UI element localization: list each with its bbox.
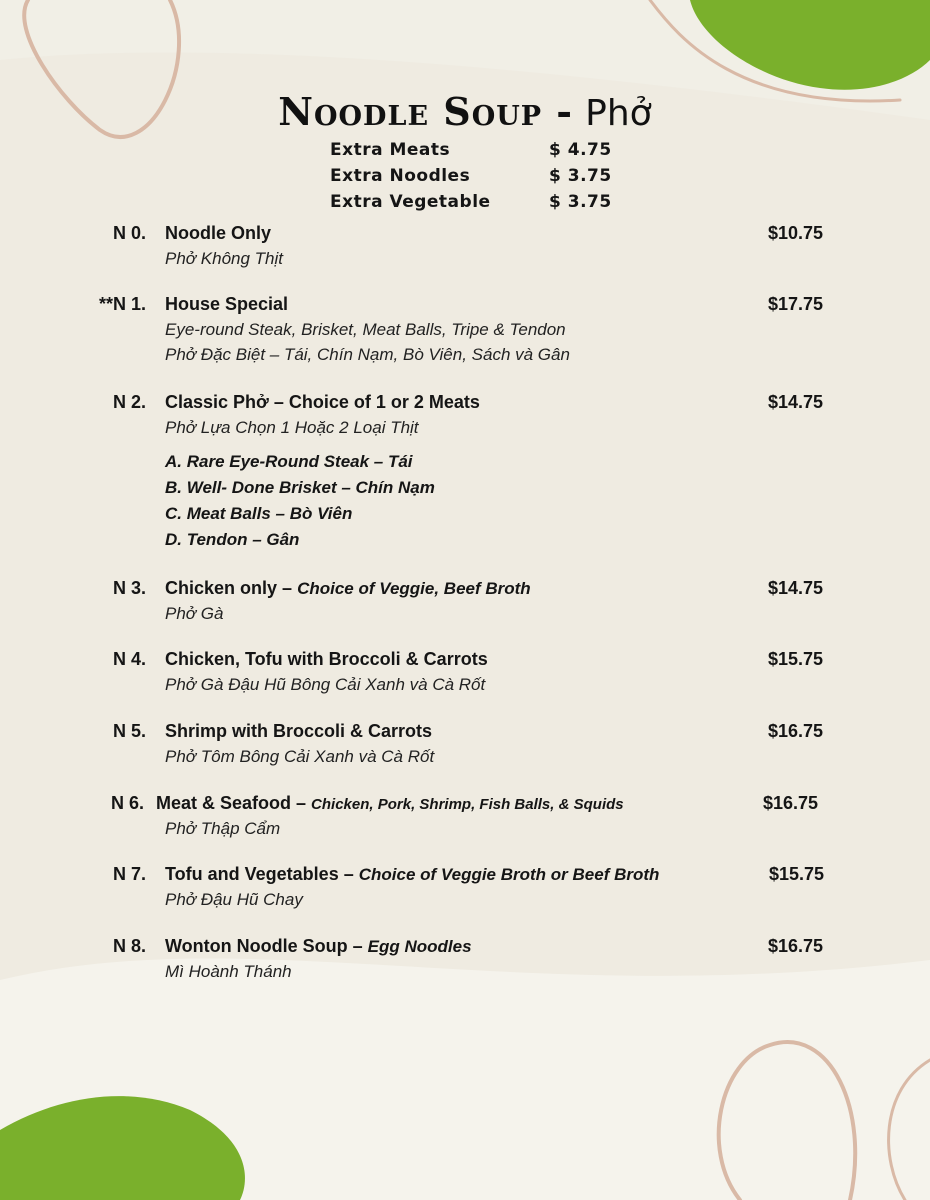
item-name (165, 934, 472, 959)
item-name-text: Chicken only – (165, 578, 293, 598)
extra-row (330, 138, 630, 164)
item-vietnamese-name: Phở Gà Đậu Hũ Bông Cải Xanh và Cà Rốt (165, 675, 486, 694)
item-name-text: Tofu and Vegetables – (165, 864, 354, 884)
item-vietnamese-name: Phở Thập Cẩm (165, 819, 281, 838)
meat-choice: D. Tendon – Gân (165, 530, 300, 549)
extra-name: Extra Noodles (330, 166, 471, 186)
item-vietnamese-name: Phở Gà (165, 604, 224, 623)
title-pho: Phở (585, 93, 652, 134)
meat-choice: A. Rare Eye-Round Steak – Tái (165, 452, 413, 471)
item-description: Eye-round Steak, Brisket, Meat Balls, Tripe & Tendon (165, 320, 566, 339)
item-code: N 4. (112, 649, 146, 669)
meat-choices-list (165, 450, 435, 554)
item-price: $16.75 (763, 793, 819, 813)
item-name-text: Meat & Seafood – (156, 793, 307, 813)
extra-name: Extra Meats (330, 140, 451, 160)
item-note: Choice of Veggie, Beef Broth (297, 579, 531, 598)
item-vietnamese-name: Phở Đặc Biệt – Tái, Chín Nạm, Bò Viên, Sách và Gân (165, 345, 570, 364)
item-code: N 3. (112, 578, 146, 598)
item-price: $15.75 (768, 649, 824, 669)
item-name (165, 221, 271, 245)
extra-row (330, 190, 630, 216)
extra-row (330, 164, 630, 190)
item-price: $16.75 (768, 936, 824, 956)
item-price: $16.75 (768, 721, 824, 741)
item-name-text: Wonton Noodle Soup – (165, 936, 363, 956)
item-name (165, 576, 531, 601)
item-name (165, 390, 480, 414)
page-title (0, 88, 930, 138)
item-name (156, 791, 624, 817)
item-code: N 5. (112, 721, 146, 741)
item-name-text: Chicken, Tofu with Broccoli & Carrots (165, 649, 488, 669)
item-price: $17.75 (768, 294, 824, 314)
item-price: $14.75 (768, 578, 824, 598)
extra-name: Extra Vegetable (330, 192, 491, 212)
item-code: N 0. (112, 223, 146, 243)
item-name-text: House Special (165, 294, 289, 314)
item-code: N 6. (110, 793, 144, 813)
item-vietnamese-name: Phở Không Thịt (165, 249, 284, 268)
extra-price: $ 3.75 (549, 192, 612, 212)
item-price: $14.75 (768, 392, 824, 412)
item-code: N 2. (112, 392, 146, 412)
extra-price: $ 4.75 (549, 140, 612, 160)
item-note: Egg Noodles (367, 937, 472, 956)
item-code: N 7. (112, 864, 146, 884)
item-name (165, 292, 288, 316)
item-vietnamese-name: Mì Hoành Thánh (165, 962, 292, 981)
item-name-text: Shrimp with Broccoli & Carrots (165, 721, 433, 741)
item-note: Chicken, Pork, Shrimp, Fish Balls, & Squids (311, 796, 624, 813)
item-name-text: Noodle Only (165, 223, 272, 243)
meat-choice: B. Well- Done Brisket – Chín Nạm (165, 478, 435, 497)
item-code: **N 1. (98, 294, 146, 314)
item-price: $10.75 (768, 223, 824, 243)
item-name-text: Classic Phở – Choice of 1 or 2 Meats (165, 392, 480, 412)
item-name (165, 862, 659, 887)
item-name (165, 719, 432, 743)
extras-list (330, 138, 630, 216)
item-price: $15.75 (769, 864, 825, 884)
item-vietnamese-name: Phở Đậu Hũ Chay (165, 890, 303, 909)
title-main: Noodle Soup - (278, 89, 574, 134)
meat-choice: C. Meat Balls – Bò Viên (165, 504, 353, 523)
item-code: N 8. (112, 936, 146, 956)
extra-price: $ 3.75 (549, 166, 612, 186)
item-vietnamese-name: Phở Lựa Chọn 1 Hoặc 2 Loại Thịt (165, 418, 419, 437)
item-note: Choice of Veggie Broth or Beef Broth (358, 865, 660, 884)
item-vietnamese-name: Phở Tôm Bông Cải Xanh và Cà Rốt (165, 747, 435, 766)
item-name (165, 647, 488, 671)
